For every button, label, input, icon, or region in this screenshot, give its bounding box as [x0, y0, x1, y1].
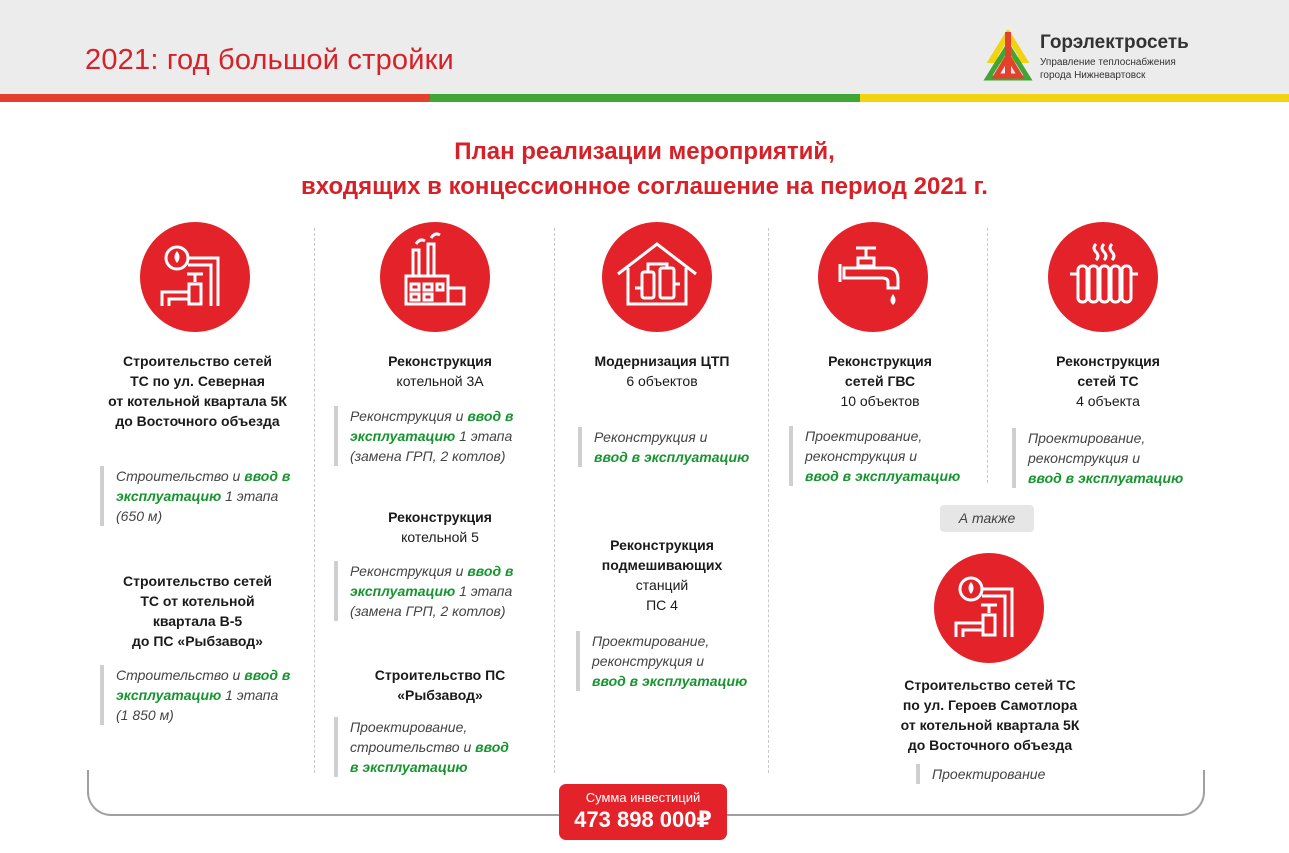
- project-title: [85, 571, 310, 651]
- project-title: [340, 665, 540, 705]
- logo-subtitle: [1040, 56, 1176, 82]
- object-count: 6 объектов: [626, 373, 698, 389]
- project-status-note: [100, 665, 306, 725]
- project-status-note: [334, 561, 550, 621]
- title-line: котельной 3А: [396, 373, 484, 389]
- note-text: Проектирование,: [350, 719, 468, 735]
- title-line: Строительство сетей: [123, 353, 272, 369]
- title-line: Реконструкция: [610, 537, 714, 553]
- project-title: [340, 507, 540, 547]
- note-text: строительство и: [350, 739, 476, 755]
- note-text: реконструкция и: [592, 653, 705, 669]
- project-status-note: [334, 406, 550, 466]
- note-text: Проектирование,: [1028, 430, 1146, 446]
- title-line: квартала В-5: [152, 613, 243, 629]
- also-badge: А также: [940, 505, 1034, 532]
- note-highlight: эксплуатацию: [350, 583, 456, 599]
- house-substation-icon: [602, 222, 712, 332]
- title-line: до Восточного объезда: [907, 737, 1073, 753]
- slide-title: 2021: год большой стройки: [85, 44, 454, 76]
- note-highlight: ввод в: [244, 468, 291, 484]
- title-line: Реконструкция: [388, 509, 492, 525]
- note-text: Строительство и: [116, 468, 245, 484]
- title-line: до ПС «Рыбзавод»: [132, 633, 263, 649]
- note-highlight: эксплуатацию: [116, 687, 222, 703]
- title-line: по ул. Героев Самотлора: [902, 697, 1078, 713]
- note-text: (замена ГРП, 2 котлов): [350, 448, 506, 464]
- title-line: Строительство ПС: [374, 667, 506, 683]
- note-highlight: ввод в эксплуатацию: [1028, 470, 1184, 486]
- title-line: от котельной квартала 5К: [108, 393, 287, 409]
- project-title: [562, 351, 762, 391]
- note-highlight: ввод в эксплуатацию: [805, 468, 961, 484]
- note-highlight: ввод в: [467, 408, 514, 424]
- investment-total-box: [559, 784, 727, 840]
- logo-emblem-icon: [980, 30, 1036, 84]
- note-highlight: ввод в эксплуатацию: [592, 673, 748, 689]
- project-title: [562, 535, 762, 615]
- note-text: 1 этапа: [221, 687, 279, 703]
- title-line: до Восточного объезда: [115, 413, 280, 429]
- note-text: Реконструкция и: [350, 563, 468, 579]
- factory-icon: [380, 222, 490, 332]
- main-heading: [0, 134, 1289, 204]
- note-text: (650 м): [116, 508, 163, 524]
- title-line: Реконструкция: [828, 353, 932, 369]
- radiator-icon: [1048, 222, 1158, 332]
- stripe-red: [0, 94, 430, 102]
- project-status-note: [334, 717, 550, 777]
- note-highlight: эксплуатацию: [116, 488, 222, 504]
- project-title: [340, 351, 540, 391]
- note-text: реконструкция и: [1028, 450, 1141, 466]
- main-heading-line2: входящих в концессионное соглашение на период 2021 г.: [301, 173, 988, 200]
- title-line: Реконструкция: [388, 353, 492, 369]
- note-highlight: ввод в эксплуатацию: [594, 449, 750, 465]
- project-status-note: [1012, 428, 1208, 488]
- project-status-note: [789, 426, 985, 486]
- note-text: Реконструкция и: [594, 429, 708, 445]
- stripe-yellow: [860, 94, 1289, 102]
- logo-name: Горэлектросеть: [1040, 32, 1189, 53]
- water-tap-icon: [818, 222, 928, 332]
- note-text: Реконструкция и: [350, 408, 468, 424]
- title-line: Строительство сетей: [123, 573, 272, 589]
- note-text: Строительство и: [116, 667, 245, 683]
- title-line: «Рыбзавод»: [397, 687, 483, 703]
- logo-subtitle-line1: Управление теплоснабжения: [1040, 57, 1176, 68]
- project-status-note: [100, 466, 306, 526]
- project-title: [1008, 351, 1208, 411]
- note-text: 1 этапа: [221, 488, 279, 504]
- project-title: [870, 675, 1110, 755]
- title-line: сетей ТС: [1077, 373, 1139, 389]
- title-line: Реконструкция: [1056, 353, 1160, 369]
- main-heading-line1: План реализации мероприятий,: [454, 138, 835, 165]
- note-text: 1 этапа: [455, 583, 513, 599]
- object-count: ПС 4: [646, 597, 678, 613]
- logo-subtitle-line2: города Нижневартовск: [1040, 70, 1146, 81]
- title-line: от котельной квартала 5К: [900, 717, 1080, 733]
- note-text: (замена ГРП, 2 котлов): [350, 603, 506, 619]
- title-line: Модернизация ЦТП: [594, 353, 730, 369]
- project-status-note: [576, 631, 772, 691]
- pipe-valve-icon: [934, 553, 1044, 663]
- note-highlight: ввод в: [244, 667, 291, 683]
- header-bar: [0, 0, 1289, 94]
- title-line: подмешивающих: [601, 557, 723, 573]
- note-text: Проектирование: [932, 766, 1046, 782]
- column-divider: [554, 228, 555, 773]
- pipe-valve-icon: [140, 222, 250, 332]
- note-text: 1 этапа: [455, 428, 513, 444]
- note-text: реконструкция и: [805, 448, 918, 464]
- project-title: [780, 351, 980, 411]
- investment-label: Сумма инвестиций: [585, 790, 701, 805]
- note-highlight: в эксплуатацию: [350, 759, 468, 775]
- object-count: 4 объекта: [1076, 393, 1140, 409]
- note-highlight: ввод: [475, 739, 509, 755]
- project-title: [85, 351, 310, 431]
- note-highlight: эксплуатацию: [350, 428, 456, 444]
- investment-value: 473 898 000₽: [574, 807, 712, 832]
- title-line: ТС по ул. Северная: [130, 373, 265, 389]
- company-logo: [980, 30, 1240, 84]
- title-line: котельной 5: [401, 529, 479, 545]
- note-text: (1 850 м): [116, 707, 174, 723]
- stripe-green: [430, 94, 860, 102]
- column-divider: [314, 228, 315, 773]
- note-text: Проектирование,: [592, 633, 710, 649]
- title-line: станций: [635, 577, 689, 593]
- column-divider: [768, 228, 769, 773]
- column-divider: [987, 228, 988, 483]
- title-line: ТС от котельной: [140, 593, 255, 609]
- note-highlight: ввод в: [467, 563, 514, 579]
- title-line: сетей ГВС: [844, 373, 916, 389]
- note-text: Проектирование,: [805, 428, 923, 444]
- project-status-note: [578, 427, 774, 467]
- title-line: Строительство сетей ТС: [904, 677, 1076, 693]
- object-count: 10 объектов: [840, 393, 920, 409]
